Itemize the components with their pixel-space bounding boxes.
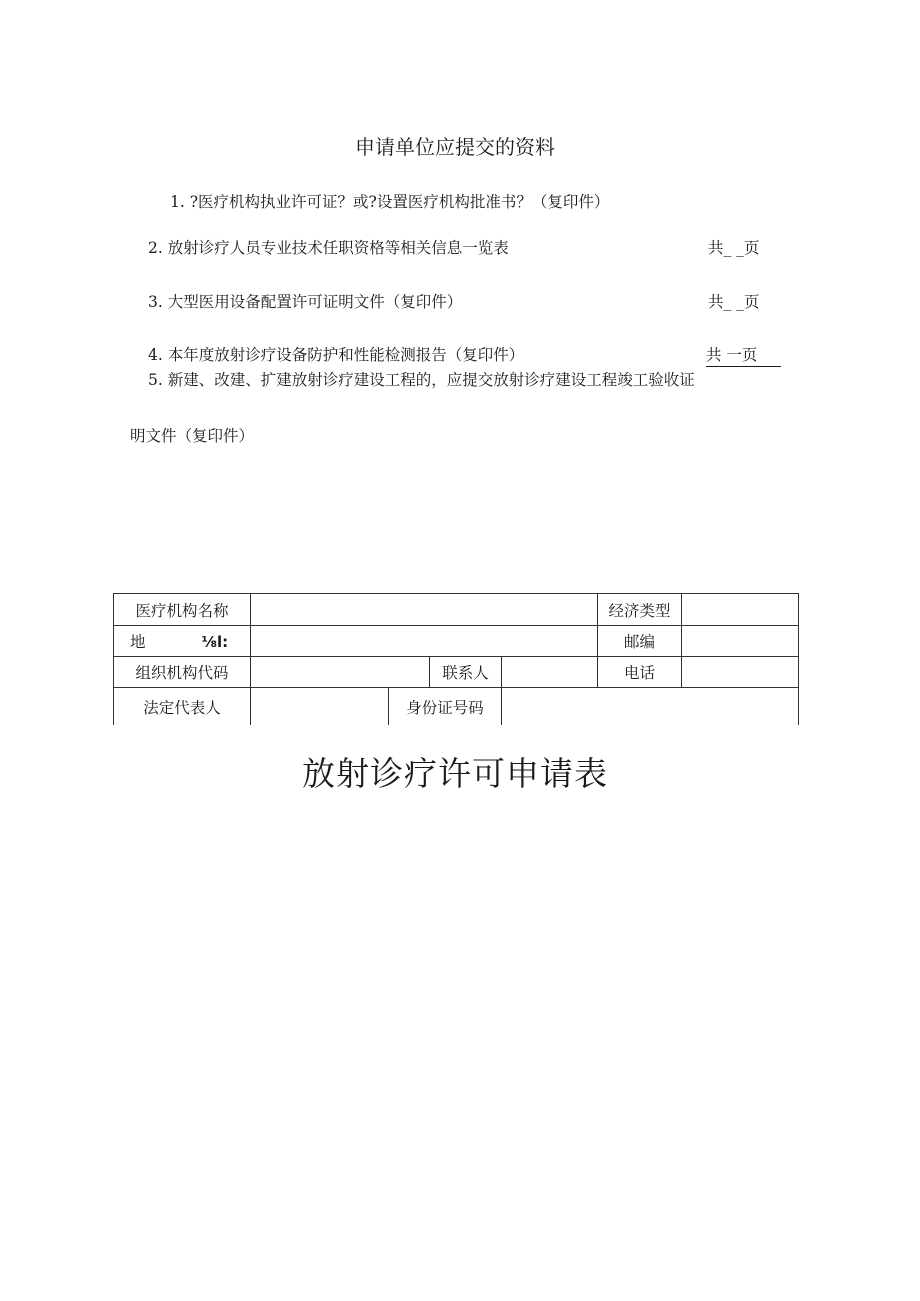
postcode-field[interactable] (682, 626, 799, 657)
material-item-2: 2. 放射诊疗人员专业技术任职资格等相关信息一览表 (148, 239, 509, 257)
address-label-garbled: ⅛l: (201, 633, 229, 651)
economic-type-label: 经济类型 (598, 594, 682, 626)
address-label: 地 (130, 633, 146, 651)
material-item-3: 3. 大型医用设备配置许可证明文件（复印件） (148, 293, 463, 311)
org-code-field[interactable] (251, 657, 430, 688)
phone-label: 电话 (598, 657, 682, 688)
org-code-label: 组织机构代码 (114, 657, 251, 688)
material-item-2-pages: 共_ _页 (708, 239, 760, 257)
material-item-5-continued: 明文件（复印件） (130, 427, 255, 445)
id-number-field[interactable] (502, 688, 799, 726)
materials-title: 申请单位应提交的资料 (355, 135, 555, 159)
id-number-label: 身份证号码 (389, 688, 502, 726)
contact-label: 联系人 (430, 657, 502, 688)
phone-field[interactable] (682, 657, 799, 688)
material-item-4-pages: 共 一页 (706, 343, 781, 367)
postcode-label: 邮编 (598, 626, 682, 657)
material-item-4: 4. 本年度放射诊疗设备防护和性能检测报告（复印件） (148, 346, 525, 364)
material-item-1: 1. ?医疗机构执业许可证？或?设置医疗机构批准书？（复印件） (170, 193, 610, 211)
material-item-3-pages: 共_ _页 (708, 293, 760, 311)
economic-type-field[interactable] (682, 594, 799, 626)
legal-rep-field[interactable] (251, 688, 389, 726)
institution-name-field[interactable] (251, 594, 598, 626)
address-label-cell (114, 626, 251, 657)
form-main-title: 放射诊疗许可申请表 (302, 754, 608, 793)
institution-name-label: 医疗机构名称 (114, 594, 251, 626)
contact-field[interactable] (502, 657, 598, 688)
application-form-table (113, 593, 799, 725)
address-field[interactable] (251, 626, 598, 657)
material-item-5: 5. 新建、改建、扩建放射诊疗建设工程的，应提交放射诊疗建设工程竣工验收证 (148, 371, 695, 389)
legal-rep-label: 法定代表人 (114, 688, 251, 726)
